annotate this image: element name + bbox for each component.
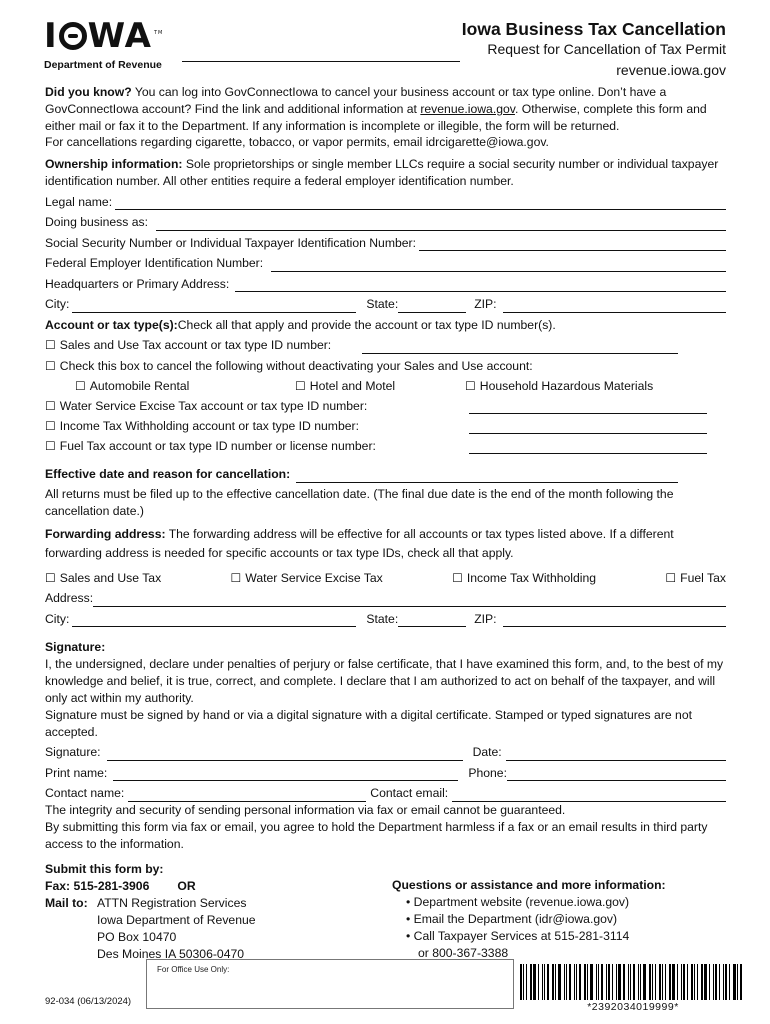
fuel-id-field[interactable] (469, 441, 707, 454)
barcode-bar (598, 964, 599, 1000)
zip-label: ZIP: (474, 297, 497, 312)
header-titles (462, 18, 726, 80)
fwd-city-field[interactable] (72, 614, 356, 627)
barcode-bar (628, 964, 629, 1000)
ownership-intro: Ownership information: Sole proprietorships or single member LLCs require a social security number or individual taxpayer identification number. All other entities require a federal employer identification number. (45, 157, 719, 189)
fein-label: Federal Employer Identification Number: (45, 256, 264, 271)
fwd-address-row (45, 586, 726, 607)
withholding-row (45, 414, 726, 434)
barcode-bar (662, 964, 663, 1000)
office-use-label: For Office Use Only: (157, 965, 230, 974)
barcode-bar (574, 964, 575, 1000)
barcode-bar (520, 964, 522, 1000)
fwd-address-field[interactable] (93, 594, 726, 607)
sub-options-row (45, 374, 726, 394)
hotel-checkbox-icon[interactable]: ☐ (295, 378, 306, 393)
fwd-city-row (45, 607, 726, 628)
barcode-bar (709, 964, 710, 1000)
header-website: revenue.iowa.gov (616, 62, 726, 78)
questions-item: • Department website (revenue.iowa.gov) (406, 895, 630, 909)
barcode-bar (638, 964, 639, 1000)
signature-row (45, 740, 726, 761)
signature-label: Signature: (45, 745, 101, 760)
water-checkbox-icon[interactable]: ☐ (45, 398, 56, 413)
date-label: Date: (472, 745, 502, 760)
fuel-row (45, 434, 726, 454)
barcode-number: *2392034019999* (587, 1001, 679, 1013)
logo-wordmark: I WA TM (44, 16, 164, 56)
barcode-bar (564, 964, 565, 1000)
intro-lead: Did you know? (45, 85, 132, 99)
barcode-bar (672, 964, 675, 1000)
barcode-bar (665, 964, 666, 1000)
barcode-bar (737, 964, 738, 1000)
sales-tax-id-field[interactable] (362, 341, 678, 354)
accounts-lead: Account or tax type(s): (45, 317, 178, 332)
effective-label: Effective date and reason for cancellation: (45, 467, 291, 482)
cancel-without-row (45, 354, 726, 375)
barcode-bar (606, 964, 607, 1000)
barcode-bar (733, 964, 736, 1000)
forwarding-lead: Forwarding address: (45, 526, 166, 541)
cigarette-note: For cancellations regarding cigarette, tobacco, or vapor permits, email idrcigarette@iowa.gov. (45, 135, 549, 150)
barcode-bar (704, 964, 707, 1000)
barcode-bar (683, 964, 685, 1000)
fwd-zip-label: ZIP: (474, 611, 497, 626)
water-row (45, 394, 726, 414)
form-content (45, 84, 726, 852)
barcode-bar (601, 964, 603, 1000)
fwd-withholding-option[interactable]: ☐ Income Tax Withholding (452, 570, 597, 585)
forwarding-options (45, 564, 726, 586)
fuel-label: Fuel Tax account or tax type ID number or license number: (59, 438, 376, 453)
barcode-bar (530, 964, 532, 1000)
logo-o-icon (59, 22, 87, 50)
fwd-fuel-checkbox-icon[interactable]: ☐ (665, 570, 677, 585)
withholding-label: Income Tax Withholding account or tax type ID number: (59, 418, 359, 433)
harmless-note: By submitting this form via fax or email, you agree to hold the Department harmless if a fax or an email results in third party access to the information. (45, 819, 708, 851)
barcode-bar (552, 964, 554, 1000)
phone-field[interactable] (507, 768, 726, 781)
fwd-sales-checkbox-icon[interactable]: ☐ (45, 570, 56, 585)
contact-email-field[interactable] (452, 789, 726, 802)
barcode-bar (633, 964, 635, 1000)
ssn-row (45, 231, 726, 252)
hq-field[interactable] (235, 279, 726, 292)
signature-note: Signature must be signed by hand or via a digital signature with a digital certificate. Stamped or typed signatures are not accepted. (45, 707, 692, 739)
legal-name-field[interactable] (115, 197, 726, 210)
barcode-bar (569, 964, 571, 1000)
barcode-bar (669, 964, 671, 1000)
barcode-bar (655, 964, 656, 1000)
auto-rental-checkbox-icon[interactable]: ☐ (75, 378, 86, 393)
print-name-row (45, 761, 726, 782)
fein-row (45, 251, 726, 272)
fwd-city-label: City: (45, 611, 70, 626)
barcode-bar (729, 964, 730, 1000)
form-title: Iowa Business Tax Cancellation (461, 19, 726, 39)
fwd-fuel-option[interactable]: ☐ Fuel Tax (665, 570, 726, 585)
contact-name-label: Contact name: (45, 786, 125, 801)
hq-row (45, 272, 726, 293)
questions-item: • Email the Department (idr@iowa.gov) (406, 912, 618, 926)
ssn-field[interactable] (419, 238, 726, 251)
header-rule (182, 61, 460, 62)
signature-field[interactable] (107, 748, 463, 761)
sales-tax-row (45, 333, 726, 354)
legal-name-row (45, 190, 726, 211)
dba-label: Doing business as: (45, 215, 148, 230)
fein-field[interactable] (271, 259, 726, 272)
integrity-note: The integrity and security of sending personal information via fax or email cannot be guaranteed. (45, 802, 566, 817)
cancel-without-checkbox-icon[interactable]: ☐ (45, 358, 56, 373)
mail-address: ATTN Registration Services Iowa Department of Revenue PO Box 10470 Des Moines IA 50306-0470 (97, 896, 256, 961)
water-label: Water Service Excise Tax account or tax type ID number: (59, 398, 368, 413)
barcode-bar (555, 964, 556, 1000)
intro-paragraph: Did you know? You can log into GovConnectIowa to cancel your business account or tax type online. Don’t have a GovConnectIowa account? Find the link and additional information at revenue.iowa.gov. Otherwise, complete this form and either mail or fax it to the Department. If any information is incomplete or illegible, the form will be returned. (45, 85, 707, 133)
barcode-bar (576, 964, 577, 1000)
signature-declaration: I, the undersigned, declare under penalties of perjury or false certificate, that I have examined this form, and, to the best of my knowledge and belief, it is true, correct, and complete. I declare that I am authorized to act on behalf of the taxpayer, and will only act within my authority. (45, 657, 724, 705)
fwd-water-option[interactable]: ☐ Water Service Excise Tax (230, 570, 383, 585)
barcode-bar (640, 964, 641, 1000)
barcode-bar (616, 964, 617, 1000)
barcode-bar (542, 964, 543, 1000)
logo-department: Department of Revenue (44, 59, 162, 71)
submit-block (45, 861, 375, 963)
barcode-bar (538, 964, 539, 1000)
revenue-link[interactable]: revenue.iowa.gov (420, 101, 515, 116)
fuel-checkbox-icon[interactable]: ☐ (45, 438, 56, 453)
dba-row (45, 210, 726, 231)
questions-heading: Questions or assistance and more information: (392, 878, 666, 892)
barcode-bar (691, 964, 693, 1000)
ownership-lead: Ownership information: (45, 157, 183, 172)
hazardous-checkbox-icon[interactable]: ☐ (465, 378, 476, 393)
hotel-option[interactable]: ☐ Hotel and Motel (295, 378, 396, 393)
auto-rental-option[interactable]: ☐ Automobile Rental (75, 378, 190, 393)
forwarding-intro: Forwarding address: The forwarding address will be effective for all accounts or tax types listed above. If a different forwarding address is needed for specific accounts or tax type IDs, check all that apply. (45, 526, 674, 560)
barcode-bar (677, 964, 678, 1000)
submit-heading: Submit this form by: (45, 862, 164, 876)
barcode-icon (520, 964, 746, 1000)
barcode-bar (725, 964, 727, 1000)
barcode-bar (547, 964, 549, 1000)
signature-heading: Signature: (45, 640, 106, 655)
cancel-without-label: Check this box to cancel the following without deactivating your Sales and Use account: (59, 358, 533, 373)
barcode-bar (697, 964, 698, 1000)
city-field[interactable] (72, 300, 356, 313)
zip-field[interactable] (503, 300, 726, 313)
barcode-bar (719, 964, 720, 1000)
barcode-bar (590, 964, 593, 1000)
barcode-bar (715, 964, 717, 1000)
barcode-bar (687, 964, 688, 1000)
barcode-bar (649, 964, 651, 1000)
form-subtitle: Request for Cancellation of Tax Permit (487, 41, 726, 57)
barcode-bar (584, 964, 586, 1000)
questions-block (392, 877, 726, 962)
ssn-label: Social Security Number or Individual Taxpayer Identification Number: (45, 235, 416, 250)
barcode-bar (612, 964, 613, 1000)
fwd-water-checkbox-icon[interactable]: ☐ (230, 570, 242, 585)
barcode-bar (723, 964, 724, 1000)
barcode-bar (630, 964, 631, 1000)
state-label: State: (366, 297, 399, 312)
city-state-zip-row (45, 292, 726, 313)
barcode-bar (533, 964, 536, 1000)
barcode-bar (526, 964, 527, 1000)
iowa-logo (44, 16, 184, 72)
barcode-bar (618, 964, 621, 1000)
print-name-field[interactable] (113, 768, 458, 781)
fwd-sales-option[interactable]: ☐ Sales and Use Tax (45, 570, 162, 585)
barcode-bar (652, 964, 653, 1000)
office-use-box (146, 959, 514, 1009)
questions-item: or 800-367-3388 (418, 946, 509, 960)
fax-line: Fax: 515-281-3906 OR (45, 879, 196, 893)
barcode-bar (659, 964, 661, 1000)
barcode-bar (608, 964, 610, 1000)
barcode-bar (544, 964, 545, 1000)
withholding-checkbox-icon[interactable]: ☐ (45, 418, 56, 433)
barcode-bar (579, 964, 581, 1000)
sales-tax-checkbox-icon[interactable]: ☐ (45, 338, 56, 353)
barcode-bar (566, 964, 567, 1000)
fwd-withholding-checkbox-icon[interactable]: ☐ (452, 570, 463, 585)
accounts-intro: Account or tax type(s): Check all that apply and provide the account or tax type ID number(s). (45, 317, 556, 332)
contact-row (45, 781, 726, 802)
dba-field[interactable] (156, 218, 726, 231)
fwd-zip-field[interactable] (503, 614, 726, 627)
effective-note: All returns must be filed up to the effective cancellation date. (The final due date is the end of the month following the cancellation date.) (45, 486, 674, 518)
print-name-label: Print name: (45, 765, 108, 780)
barcode-bar (740, 964, 742, 1000)
hazardous-option[interactable]: ☐ Household Hazardous Materials (465, 378, 654, 393)
date-field[interactable] (506, 748, 726, 761)
barcode-bar (681, 964, 682, 1000)
barcode-bar (587, 964, 588, 1000)
city-label: City: (45, 297, 70, 312)
state-field[interactable] (398, 300, 466, 313)
questions-item: • Call Taxpayer Services at 515-281-3114 (406, 929, 630, 943)
barcode-bar (596, 964, 597, 1000)
barcode-bar (694, 964, 695, 1000)
barcode-bar (558, 964, 561, 1000)
water-id-field[interactable] (469, 401, 707, 414)
contact-email-label: Contact email: (370, 786, 449, 801)
barcode-bar (643, 964, 646, 1000)
form-number: 92-034 (06/13/2024) (45, 996, 132, 1007)
contact-name-field[interactable] (128, 789, 366, 802)
hq-label: Headquarters or Primary Address: (45, 276, 230, 291)
mail-block (45, 895, 375, 963)
effective-row (45, 462, 726, 483)
effective-field[interactable] (296, 470, 678, 483)
barcode-bar (713, 964, 714, 1000)
fwd-address-label: Address: (45, 591, 94, 606)
fwd-state-label: State: (366, 611, 399, 626)
withholding-id-field[interactable] (469, 421, 707, 434)
sales-tax-label: Sales and Use Tax account or tax type ID number: (59, 338, 332, 353)
barcode-bar (623, 964, 625, 1000)
barcode-bar (701, 964, 703, 1000)
fwd-state-field[interactable] (398, 614, 466, 627)
barcode-bar (523, 964, 524, 1000)
mail-label: Mail to: (45, 896, 88, 910)
legal-name-label: Legal name: (45, 194, 113, 209)
phone-label: Phone: (468, 765, 507, 780)
